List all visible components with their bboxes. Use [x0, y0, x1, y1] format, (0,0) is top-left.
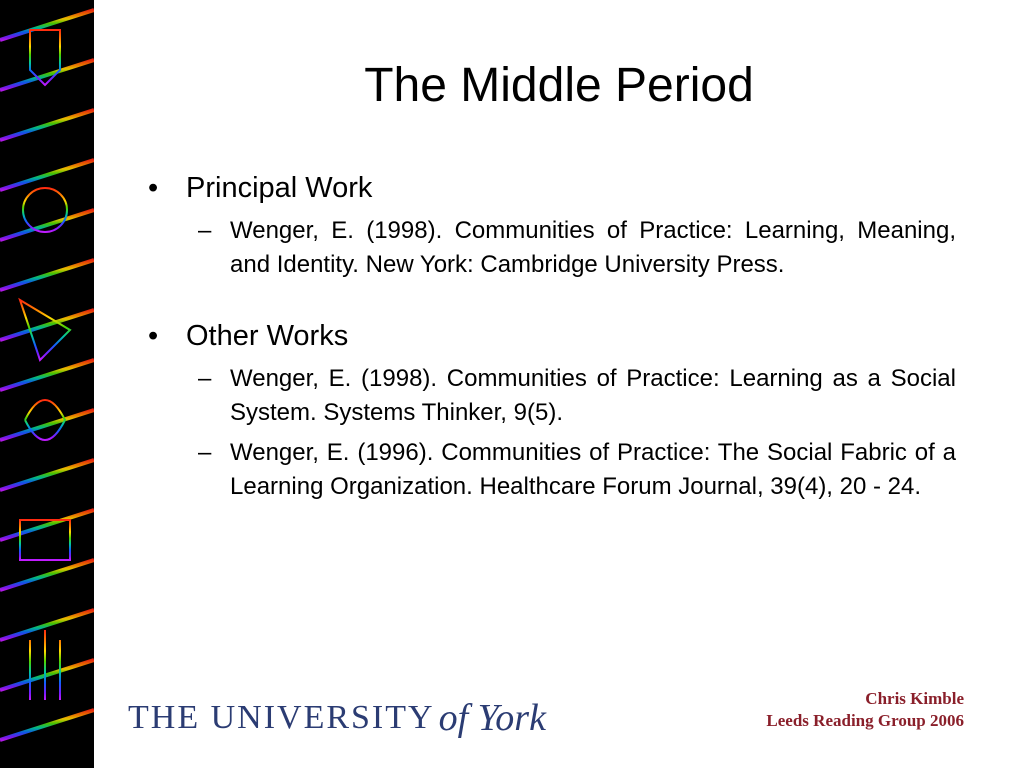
- dash-marker: –: [198, 217, 212, 244]
- author-name: Chris Kimble: [865, 689, 964, 708]
- dash-marker: –: [198, 439, 212, 466]
- bullet-marker: •: [148, 320, 159, 352]
- rainbow-heraldry-artwork: [0, 0, 94, 768]
- bullet-heading: Other Works: [186, 320, 349, 352]
- bullet-marker: •: [148, 172, 159, 204]
- event-name: Leeds Reading Group 2006: [766, 711, 964, 730]
- dash-marker: –: [198, 365, 212, 392]
- reference-item: [148, 362, 956, 430]
- logo-main-text: THE UNIVERSITY: [128, 699, 435, 736]
- bullet-principal-work: [148, 168, 956, 208]
- slide-title: The Middle Period: [364, 59, 754, 112]
- reference-item: [148, 214, 956, 282]
- decorative-rainbow-strip: [0, 0, 94, 768]
- bullet-other-works: [148, 316, 956, 356]
- slide-credit: [766, 688, 964, 732]
- bullet-heading: Principal Work: [186, 172, 373, 204]
- reference-text: Wenger, E. (1998). Communities of Practice: Learning as a Social System. Systems Thinker, 9(5).: [230, 365, 956, 426]
- reference-text: Wenger, E. (1996). Communities of Practice: The Social Fabric of a Learning Organization. Healthcare Forum Journal, 39(4), 20 - 24.: [230, 439, 956, 500]
- university-of-york-logo: [128, 690, 546, 746]
- reference-item: [148, 436, 956, 504]
- slide-content: [148, 168, 956, 504]
- logo-of-york-text: of York: [438, 697, 546, 739]
- reference-text: Wenger, E. (1998). Communities of Practice: Learning, Meaning, and Identity. New York: Cambridge University Press.: [230, 217, 956, 278]
